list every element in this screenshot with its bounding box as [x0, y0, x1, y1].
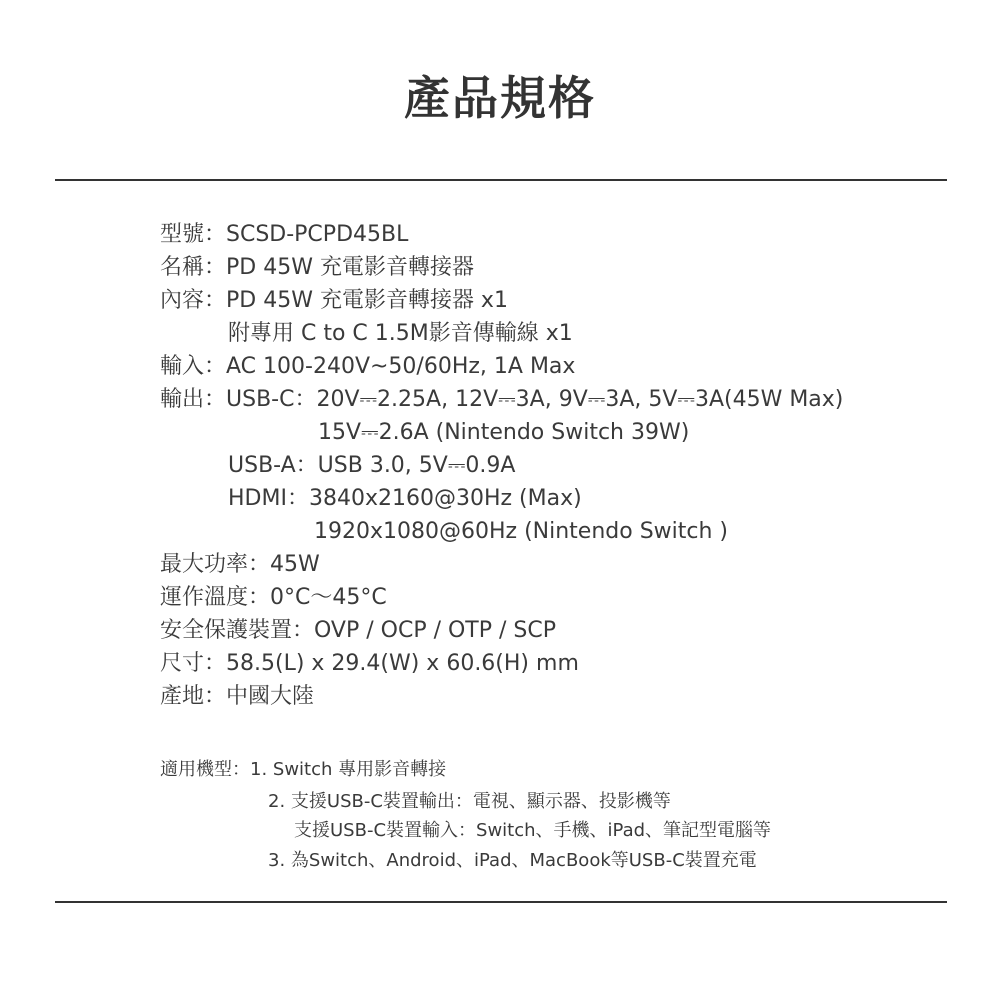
spec-input: 輸入：AC 100-240V~50/60Hz, 1A Max: [160, 354, 576, 379]
spec-name: 名稱：PD 45W 充電影音轉接器: [160, 255, 474, 280]
page-title: 產品規格: [404, 71, 596, 125]
spec-model: 型號：SCSD-PCPD45BL: [160, 222, 409, 247]
top-divider: [55, 179, 947, 181]
spec-output-hdmi: HDMI：3840x2160@30Hz (Max): [228, 486, 582, 511]
compat-line-3: 支援USB-C裝置輸入：Switch、手機、iPad、筆記型電腦等: [294, 820, 772, 841]
compat-line-4: 3. 為Switch、Android、iPad、MacBook等USB-C裝置充電: [268, 850, 757, 871]
compat-line-1: 適用機型：1. Switch 專用影音轉接: [160, 759, 447, 780]
spec-protection: 安全保護裝置：OVP / OCP / OTP / SCP: [160, 618, 557, 643]
spec-max-power: 最大功率：45W: [160, 552, 320, 577]
spec-output-usbc: 輸出：USB-C：20V⎓2.25A, 12V⎓3A, 9V⎓3A, 5V⎓3A(45W Max): [160, 387, 844, 412]
spec-contents: 內容：PD 45W 充電影音轉接器 x1: [160, 288, 508, 313]
compat-line-2: 2. 支援USB-C裝置輸出：電視、顯示器、投影機等: [268, 791, 671, 812]
spec-dimensions: 尺寸：58.5(L) x 29.4(W) x 60.6(H) mm: [160, 651, 579, 676]
spec-output-usba: USB-A：USB 3.0, 5V⎓0.9A: [228, 453, 516, 478]
bottom-divider: [55, 901, 947, 903]
spec-output-usbc-switch: 15V⎓2.6A (Nintendo Switch 39W): [318, 420, 690, 445]
spec-output-hdmi-switch: 1920x1080@60Hz (Nintendo Switch ): [314, 519, 729, 544]
spec-origin: 產地：中國大陸: [160, 684, 315, 709]
spec-contents-cable: 附專用 C to C 1.5M影音傳輸線 x1: [228, 321, 573, 346]
spec-operating-temp: 運作溫度：0°C～45°C: [160, 585, 387, 610]
